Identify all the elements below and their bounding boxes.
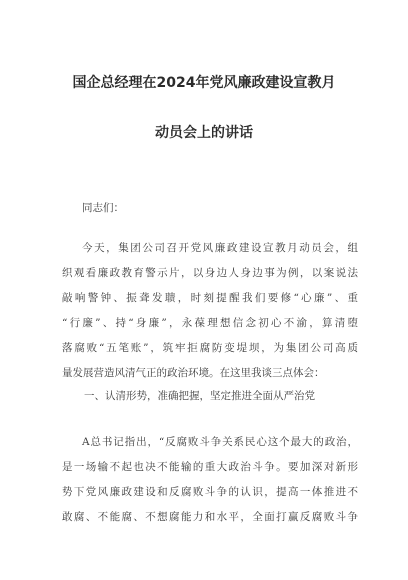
paragraph-line: “行廉”、持“身廉”，永葆理想信念初心不渝，算清堕	[62, 317, 358, 329]
greeting: 同志们：	[82, 202, 124, 214]
paragraph-line: A总书记指出，“反腐败斗争关系民心这个最大的政治，	[82, 436, 358, 448]
paragraph-line: 是一场输不起也决不能输的重大政治斗争。要加深对新形	[62, 461, 358, 473]
document-title-line-1: 国企总经理在2024年党风廉政建设宣教月	[72, 75, 336, 91]
section-heading-1: 一、认清形势，准确把握，坚定推进全面从严治党	[84, 390, 315, 402]
paragraph-line: 敢腐、不能腐、不想腐能力和水平，全面打赢反腐败斗争	[62, 511, 358, 523]
paragraph-line: 量发展营造风清气正的政治环境。在这里我谈三点体会：	[62, 367, 325, 379]
paragraph-section1	[62, 430, 358, 530]
paragraph-line: 落腐败“五笔账”，筑牢拒腐防变堤坝，为集团公司高质	[62, 342, 358, 354]
paragraph-line: 势下党风廉政建设和反腐败斗争的认识，提高一体推进不	[62, 486, 358, 498]
paragraph-line: 今天，集团公司召开党风廉政建设宣教月动员会，组	[82, 242, 358, 254]
paragraph-line: 敲响警钟、振聋发聩，时刻提醒我们要修“心廉”、重	[62, 292, 358, 304]
paragraph-line: 织观看廉政教育警示片，以身边人身边事为例，以案说法	[62, 267, 358, 279]
paragraph-intro	[62, 236, 358, 386]
document-title-line-2: 动员会上的讲话	[155, 125, 253, 141]
